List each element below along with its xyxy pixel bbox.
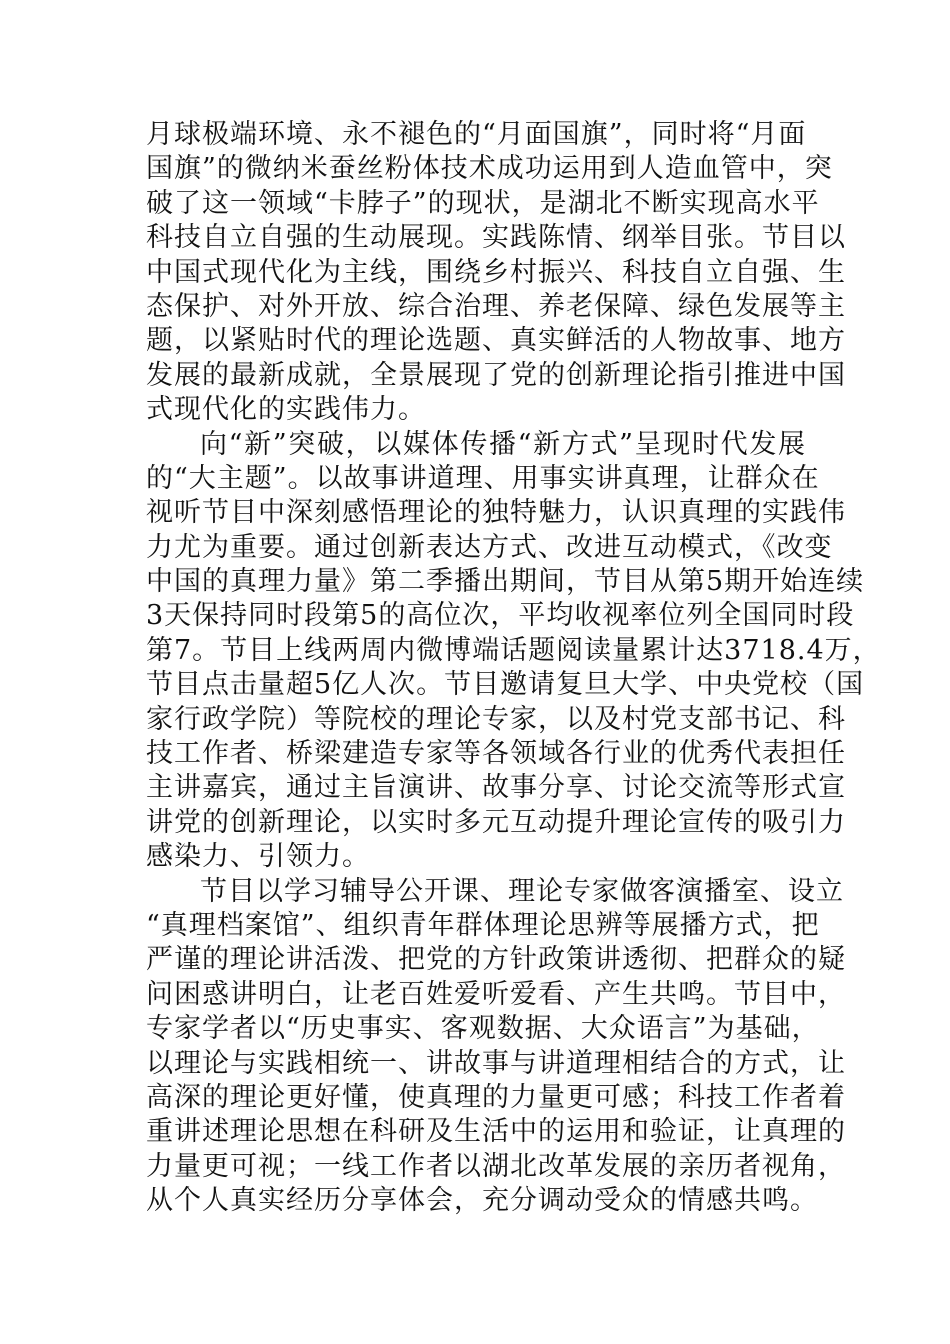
text-line: 技工作者、桥梁建造专家等各领域各行业的优秀代表担任	[146, 738, 846, 770]
text-line: 中国式现代化为主线，围绕乡村振兴、科技自立自强、生	[146, 256, 846, 288]
text-line: 高深的理论更好懂，使真理的力量更可感；科技工作者着	[146, 1081, 846, 1113]
paragraph-2	[146, 428, 881, 875]
text-line: 的“大主题”。以故事讲道理、用事实讲真理，让群众在	[146, 462, 820, 494]
paragraph-1	[146, 118, 846, 428]
text-line: 感染力、引领力。	[146, 841, 370, 873]
article-body	[146, 118, 881, 1219]
text-line: 中国的真理力量》第二季播出期间，节目从第5期开始连续	[146, 566, 865, 598]
text-line: 国旗”的微纳米蚕丝粉体技术成功运用到人造血管中，突	[146, 153, 833, 185]
text-line: 视听节目中深刻感悟理论的独特魅力，认识真理的实践伟	[146, 497, 846, 529]
text-line: 态保护、对外开放、综合治理、养老保障、绿色发展等主	[146, 290, 846, 322]
text-line: 专家学者以“历史事实、客观数据、大众语言”为基础，	[146, 1013, 820, 1045]
text-line: 3天保持同时段第5的高位次，平均收视率位列全国同时段	[146, 600, 855, 632]
text-line: 节目点击量超5亿人次。节目邀请复旦大学、中央党校（国	[146, 669, 865, 701]
text-line: 家行政学院）等院校的理论专家，以及村党支部书记、科	[146, 703, 846, 735]
text-line: 节目以学习辅导公开课、理论专家做客演播室、设立	[200, 875, 844, 907]
text-line: 发展的最新成就，全景展现了党的创新理论指引推进中国	[146, 359, 846, 391]
text-line: 讲党的创新理论，以实时多元互动提升理论宣传的吸引力	[146, 806, 846, 838]
text-line: 以理论与实践相统一、讲故事与讲道理相结合的方式，让	[146, 1047, 846, 1079]
paragraph-3	[146, 875, 846, 1219]
text-line: 题，以紧贴时代的理论选题、真实鲜活的人物故事、地方	[146, 325, 846, 357]
text-line: 问困惑讲明白，让老百姓爱听爱看、产生共鸣。节目中，	[146, 978, 846, 1010]
text-line: 主讲嘉宾，通过主旨演讲、故事分享、讨论交流等形式宣	[146, 772, 846, 804]
text-line: 从个人真实经历分享体会，充分调动受众的情感共鸣。	[146, 1185, 818, 1217]
text-line: “真理档案馆”、组织青年群体理论思辨等展播方式，把	[146, 909, 820, 941]
text-line: 科技自立自强的生动展现。实践陈情、纲举目张。节目以	[146, 222, 846, 254]
text-line: 式现代化的实践伟力。	[146, 394, 426, 426]
text-line: 月球极端环境、永不褪色的“月面国旗”，同时将“月面	[146, 119, 807, 150]
text-line: 重讲述理论思想在科研及生活中的运用和验证，让真理的	[146, 1116, 846, 1148]
text-line: 第7。节目上线两周内微博端话题阅读量累计达3718.4万，	[146, 634, 881, 666]
text-line: 力尤为重要。通过创新表达方式、改进互动模式，《改变	[146, 531, 833, 563]
text-line: 向“新”突破，以媒体传播“新方式”呈现时代发展	[200, 428, 806, 460]
text-line: 严谨的理论讲活泼、把党的方针政策讲透彻、把群众的疑	[146, 944, 846, 976]
text-line: 力量更可视；一线工作者以湖北改革发展的亲历者视角，	[146, 1150, 846, 1182]
text-line: 破了这一领域“卡脖子”的现状，是湖北不断实现高水平	[146, 187, 820, 219]
